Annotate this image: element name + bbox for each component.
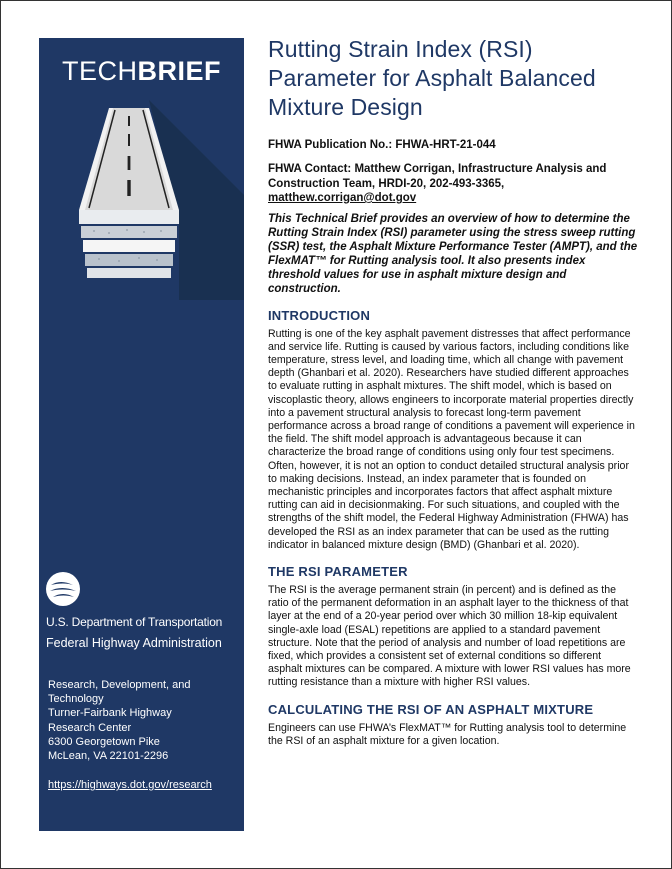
research-website-link[interactable]: https://highways.dot.gov/research <box>48 779 212 791</box>
contact-email-link[interactable]: matthew.corrigan@dot.gov <box>268 192 417 204</box>
summary-blurb: This Technical Brief provides an overview of how to determine the Rutting Strain Index (RSI) parameter using the stress sweep rutting (SSR) test, the Asphalt Mixture Performance Tester (AMPT), and the FlexMAT™ for Rutting analysis tool. It also presents index threshold values for use in asphalt mixture design and construction. <box>268 212 638 295</box>
fhwa-name: Federal Highway Administration <box>46 636 222 650</box>
address-line: 6300 Georgetown Pike <box>48 735 160 748</box>
sidebar <box>39 38 244 831</box>
address-line: Turner-Fairbank Highway <box>48 707 172 720</box>
section-body-introduction: Rutting is one of the key asphalt pavement distresses that affect performance and service life. Rutting is caused by various factors, including conditions like temperature, stress level, and loading time, which all change with pavement depth (Ghanbari et al. 2020). Researchers have studied different approaches to evaluate rutting in asphalt mixtures. The shift model, which is based on viscoplastic theory, allows engineers to incorporate material properties directly into a pavement structural analysis to forecast long-term pavement performance across a broad range of conditions a pavement will experience in the field. The shift model approach is advantageous because it can characterize the broad range of conditions using only four test specimens. Often, however, it is not an option to conduct detailed structural analysis prior to making decisions. Instead, an index parameter that is founded on mechanistic principles and incorporates factors that affect asphalt mixture rutting can aid in decisionmaking. For such situations, and coupled with the strengths of the shift model, the Federal Highway Administration (FHWA) has developed the RSI as an index parameter that can be used as the rutting indicator in balanced mixture design (BMD) (Ghanbari et al. 2020). <box>268 327 635 551</box>
dot-department-name: U.S. Department of Transportation <box>46 615 223 629</box>
address-block <box>48 678 238 763</box>
contact-text: FHWA Contact: Matthew Corrigan, Infrastructure Analysis and Construction Team, HRDI-20, 202-493-3365, <box>268 163 607 190</box>
address-line: Technology <box>48 693 104 706</box>
section-body-calculating-rsi: Engineers can use FHWA’s FlexMAT™ for Rutting analysis tool to determine the RSI of an asphalt mixture for a given location. <box>268 721 627 747</box>
publication-number: FHWA Publication No.: FHWA-HRT-21-044 <box>268 139 496 151</box>
dot-eagle-logo-icon <box>45 571 81 607</box>
brand-light: TECH <box>62 56 138 86</box>
section-body-rsi-parameter: The RSI is the average permanent strain (in percent) and is defined as the ratio of the permanent deformation in an asphalt layer to the thickness of that layer at the end of a 20-year period over which 30 million 18-kip equivalent single-axle load (ESAL) repetitions are applied to a standard pavement structure. Note that the period of analysis and number of load repetitions are fixed, which provides a consistent set of external conditions so different asphalt mixtures can be compared. A mixture with lower RSI values has more rutting resistance than a mixture with higher RSI values. <box>268 583 631 689</box>
contact-info <box>268 162 638 206</box>
section-heading-introduction: INTRODUCTION <box>268 307 371 323</box>
techbrief-logo <box>62 56 221 87</box>
section-heading-calculating-rsi: CALCULATING THE RSI OF AN ASPHALT MIXTURE <box>268 701 594 717</box>
address-line: Research Center <box>48 721 132 734</box>
address-line: McLean, VA 22101-2296 <box>48 750 169 763</box>
document-title: Rutting Strain Index (RSI) Parameter for Asphalt Balanced Mixture Design <box>268 36 596 120</box>
brand-bold: BRIEF <box>137 56 221 86</box>
road-layers-illustration <box>39 100 244 300</box>
main-content <box>268 35 638 748</box>
address-line: Research, Development, and <box>48 679 191 691</box>
section-heading-rsi-parameter: THE RSI PARAMETER <box>268 563 408 579</box>
